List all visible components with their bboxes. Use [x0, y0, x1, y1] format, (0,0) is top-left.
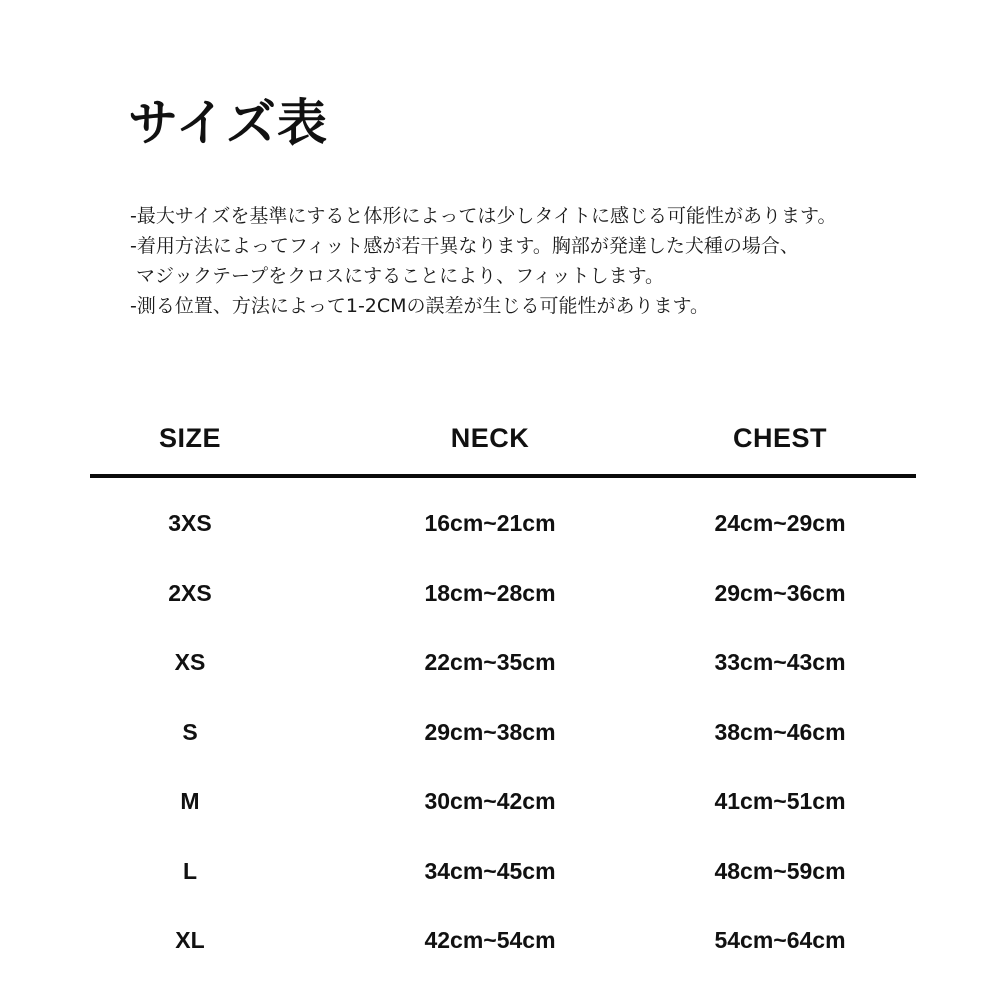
chest-cell: 54cm~64cm	[714, 927, 846, 953]
chest-cell: 38cm~46cm	[714, 718, 846, 745]
table-row	[0, 836, 1000, 906]
neck-cell: 34cm~45cm	[424, 857, 556, 884]
size-cell: 3XS	[168, 510, 212, 536]
table-row	[0, 905, 1000, 975]
table-row	[0, 766, 1000, 836]
size-table-header	[0, 418, 1000, 458]
neck-cell: 22cm~35cm	[424, 649, 556, 675]
header-neck: NECK	[450, 423, 530, 453]
header-divider	[90, 474, 916, 478]
size-cell: L	[182, 857, 198, 884]
table-row	[0, 627, 1000, 697]
size-cell: XL	[175, 927, 205, 953]
neck-cell: 18cm~28cm	[424, 579, 556, 606]
header-chest: CHEST	[732, 423, 827, 453]
table-row	[0, 488, 1000, 558]
table-row	[0, 697, 1000, 767]
size-cell: XS	[174, 649, 206, 675]
size-cell: 2XS	[168, 579, 212, 606]
note-line: -最大サイズを基準にすると体形によっては少しタイトに感じる可能性があります。	[130, 205, 837, 227]
chest-cell: 41cm~51cm	[714, 788, 846, 814]
note-line: -着用方法によってフィット感が若干異なります。胸部が発達した犬種の場合、	[130, 235, 799, 257]
chest-cell: 48cm~59cm	[714, 857, 846, 884]
header-size: SIZE	[158, 423, 221, 453]
size-cell: M	[180, 788, 200, 814]
neck-cell: 29cm~38cm	[424, 718, 556, 745]
neck-cell: 42cm~54cm	[424, 927, 556, 953]
size-notes	[130, 201, 990, 321]
neck-cell: 30cm~42cm	[424, 788, 556, 814]
size-cell: S	[182, 718, 198, 745]
chest-cell: 29cm~36cm	[714, 579, 846, 606]
size-table-body	[0, 488, 1000, 975]
page-title: サイズ表	[128, 94, 328, 152]
note-line: マジックテープをクロスにすることにより、フィットします。	[130, 265, 665, 287]
chest-cell: 24cm~29cm	[714, 510, 846, 536]
neck-cell: 16cm~21cm	[424, 510, 556, 536]
table-row	[0, 558, 1000, 628]
note-line: -測る位置、方法によって1-2CMの誤差が生じる可能性があります。	[130, 295, 710, 317]
chest-cell: 33cm~43cm	[714, 649, 846, 675]
